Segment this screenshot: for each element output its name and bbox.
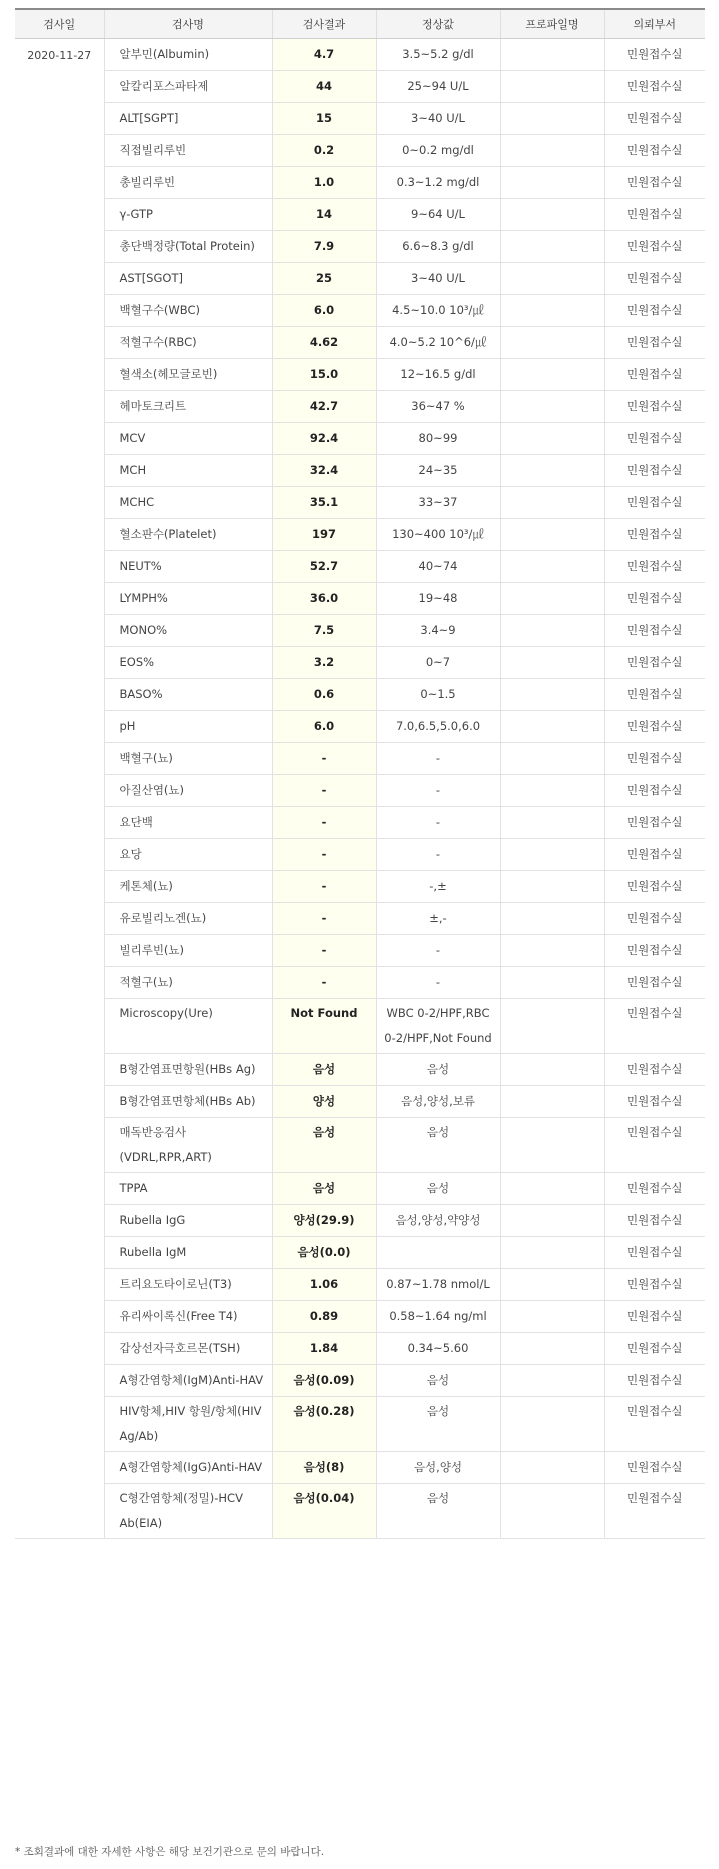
dept-cell: 민원접수실 bbox=[604, 327, 705, 359]
table-row bbox=[15, 1484, 705, 1539]
normal-cell: 0.34~5.60 bbox=[376, 1333, 500, 1365]
table-row bbox=[15, 1365, 705, 1397]
normal-cell: 음성,양성 bbox=[376, 1452, 500, 1484]
dept-cell: 민원접수실 bbox=[604, 871, 705, 903]
profile-cell bbox=[500, 295, 604, 327]
result-cell: - bbox=[272, 903, 376, 935]
name-cell: 알칼리포스파타제 bbox=[104, 71, 272, 103]
result-cell: 0.6 bbox=[272, 679, 376, 711]
name-cell: NEUT% bbox=[104, 551, 272, 583]
dept-cell: 민원접수실 bbox=[604, 1237, 705, 1269]
table-row bbox=[15, 551, 705, 583]
profile-cell bbox=[500, 263, 604, 295]
profile-cell bbox=[500, 615, 604, 647]
dept-cell: 민원접수실 bbox=[604, 1365, 705, 1397]
dept-cell: 민원접수실 bbox=[604, 1301, 705, 1333]
normal-cell: 3.5~5.2 g/dl bbox=[376, 39, 500, 71]
normal-cell: 33~37 bbox=[376, 487, 500, 519]
dept-cell: 민원접수실 bbox=[604, 743, 705, 775]
table-row bbox=[15, 167, 705, 199]
table-row bbox=[15, 71, 705, 103]
table-row bbox=[15, 455, 705, 487]
name-cell: 직접빌리루빈 bbox=[104, 135, 272, 167]
table-row bbox=[15, 519, 705, 551]
result-cell: 0.89 bbox=[272, 1301, 376, 1333]
result-cell: 52.7 bbox=[272, 551, 376, 583]
profile-cell bbox=[500, 1365, 604, 1397]
profile-cell bbox=[500, 167, 604, 199]
name-cell: 총단백정량(Total Protein) bbox=[104, 231, 272, 263]
exam-date-cell: 2020-11-27 bbox=[15, 39, 104, 1539]
dept-cell: 민원접수실 bbox=[604, 1173, 705, 1205]
normal-cell: 4.0~5.2 10^6/㎕ bbox=[376, 327, 500, 359]
header-row bbox=[15, 9, 705, 39]
name-cell: Rubella IgM bbox=[104, 1237, 272, 1269]
name-cell: 알부민(Albumin) bbox=[104, 39, 272, 71]
dept-cell: 민원접수실 bbox=[604, 583, 705, 615]
result-cell: 음성(8) bbox=[272, 1452, 376, 1484]
dept-cell: 민원접수실 bbox=[604, 135, 705, 167]
table-row bbox=[15, 1397, 705, 1452]
table-row bbox=[15, 967, 705, 999]
normal-cell: 음성 bbox=[376, 1397, 500, 1452]
dept-cell: 민원접수실 bbox=[604, 615, 705, 647]
normal-cell: - bbox=[376, 967, 500, 999]
dept-cell: 민원접수실 bbox=[604, 391, 705, 423]
table-row bbox=[15, 103, 705, 135]
header-result: 검사결과 bbox=[272, 9, 376, 39]
normal-cell: 80~99 bbox=[376, 423, 500, 455]
profile-cell bbox=[500, 967, 604, 999]
profile-cell bbox=[500, 551, 604, 583]
normal-cell: 9~64 U/L bbox=[376, 199, 500, 231]
profile-cell bbox=[500, 935, 604, 967]
name-cell: pH bbox=[104, 711, 272, 743]
table-body bbox=[15, 39, 705, 1539]
table-row bbox=[15, 359, 705, 391]
dept-cell: 민원접수실 bbox=[604, 1397, 705, 1452]
name-cell: 아질산염(뇨) bbox=[104, 775, 272, 807]
table-row bbox=[15, 1269, 705, 1301]
result-cell: 35.1 bbox=[272, 487, 376, 519]
result-cell: 25 bbox=[272, 263, 376, 295]
profile-cell bbox=[500, 743, 604, 775]
profile-cell bbox=[500, 199, 604, 231]
normal-cell: - bbox=[376, 743, 500, 775]
profile-cell bbox=[500, 1054, 604, 1086]
table-row bbox=[15, 1086, 705, 1118]
normal-cell: 12~16.5 g/dl bbox=[376, 359, 500, 391]
result-cell: 양성(29.9) bbox=[272, 1205, 376, 1237]
normal-cell: 음성 bbox=[376, 1365, 500, 1397]
profile-cell bbox=[500, 231, 604, 263]
dept-cell: 민원접수실 bbox=[604, 967, 705, 999]
name-cell: 빌리루빈(뇨) bbox=[104, 935, 272, 967]
table-row bbox=[15, 487, 705, 519]
dept-cell: 민원접수실 bbox=[604, 295, 705, 327]
table-row bbox=[15, 263, 705, 295]
table-row bbox=[15, 999, 705, 1054]
table-row bbox=[15, 775, 705, 807]
table-row bbox=[15, 1118, 705, 1173]
result-cell: 1.84 bbox=[272, 1333, 376, 1365]
normal-cell: 130~400 10³/㎕ bbox=[376, 519, 500, 551]
dept-cell: 민원접수실 bbox=[604, 1054, 705, 1086]
profile-cell bbox=[500, 1205, 604, 1237]
header-profile: 프로파일명 bbox=[500, 9, 604, 39]
dept-cell: 민원접수실 bbox=[604, 903, 705, 935]
name-cell: TPPA bbox=[104, 1173, 272, 1205]
name-cell: B형간염표면항원(HBs Ag) bbox=[104, 1054, 272, 1086]
normal-cell: 음성 bbox=[376, 1484, 500, 1539]
table-row bbox=[15, 39, 705, 71]
dept-cell: 민원접수실 bbox=[604, 1452, 705, 1484]
table-row bbox=[15, 583, 705, 615]
result-cell: - bbox=[272, 807, 376, 839]
result-cell: 92.4 bbox=[272, 423, 376, 455]
profile-cell bbox=[500, 871, 604, 903]
normal-cell: 19~48 bbox=[376, 583, 500, 615]
name-cell: MCHC bbox=[104, 487, 272, 519]
name-cell: EOS% bbox=[104, 647, 272, 679]
header-normal: 정상값 bbox=[376, 9, 500, 39]
normal-cell: 6.6~8.3 g/dl bbox=[376, 231, 500, 263]
normal-cell: 40~74 bbox=[376, 551, 500, 583]
table-row bbox=[15, 327, 705, 359]
result-cell: 15 bbox=[272, 103, 376, 135]
dept-cell: 민원접수실 bbox=[604, 423, 705, 455]
dept-cell: 민원접수실 bbox=[604, 359, 705, 391]
dept-cell: 민원접수실 bbox=[604, 487, 705, 519]
profile-cell bbox=[500, 1237, 604, 1269]
name-cell: 유리싸이록신(Free T4) bbox=[104, 1301, 272, 1333]
name-cell: MONO% bbox=[104, 615, 272, 647]
profile-cell bbox=[500, 1484, 604, 1539]
name-cell: BASO% bbox=[104, 679, 272, 711]
table-row bbox=[15, 231, 705, 263]
dept-cell: 민원접수실 bbox=[604, 167, 705, 199]
profile-cell bbox=[500, 711, 604, 743]
footnote: * 조회결과에 대한 자세한 사항은 해당 보건기관으로 문의 바랍니다. bbox=[15, 1846, 325, 1858]
profile-cell bbox=[500, 327, 604, 359]
profile-cell bbox=[500, 1333, 604, 1365]
profile-cell bbox=[500, 455, 604, 487]
table-row bbox=[15, 903, 705, 935]
profile-cell bbox=[500, 359, 604, 391]
table-row bbox=[15, 1301, 705, 1333]
profile-cell bbox=[500, 1269, 604, 1301]
name-cell: 총빌리루빈 bbox=[104, 167, 272, 199]
result-cell: - bbox=[272, 967, 376, 999]
profile-cell bbox=[500, 903, 604, 935]
result-cell: 음성 bbox=[272, 1054, 376, 1086]
result-cell: 6.0 bbox=[272, 711, 376, 743]
table-row bbox=[15, 615, 705, 647]
dept-cell: 민원접수실 bbox=[604, 1484, 705, 1539]
normal-cell: - bbox=[376, 807, 500, 839]
dept-cell: 민원접수실 bbox=[604, 1118, 705, 1173]
normal-cell: 음성 bbox=[376, 1173, 500, 1205]
dept-cell: 민원접수실 bbox=[604, 1333, 705, 1365]
name-cell: B형간염표면항체(HBs Ab) bbox=[104, 1086, 272, 1118]
normal-cell: 음성 bbox=[376, 1118, 500, 1173]
result-cell: 음성(0.04) bbox=[272, 1484, 376, 1539]
results-table bbox=[15, 8, 705, 1539]
table-row bbox=[15, 839, 705, 871]
result-cell: 44 bbox=[272, 71, 376, 103]
profile-cell bbox=[500, 999, 604, 1054]
profile-cell bbox=[500, 519, 604, 551]
name-cell: LYMPH% bbox=[104, 583, 272, 615]
profile-cell bbox=[500, 71, 604, 103]
name-cell: 적혈구(뇨) bbox=[104, 967, 272, 999]
table-row bbox=[15, 647, 705, 679]
result-cell: 42.7 bbox=[272, 391, 376, 423]
result-cell: 0.2 bbox=[272, 135, 376, 167]
table-row bbox=[15, 199, 705, 231]
name-cell: 요당 bbox=[104, 839, 272, 871]
normal-cell: 3~40 U/L bbox=[376, 263, 500, 295]
profile-cell bbox=[500, 839, 604, 871]
result-cell: 음성 bbox=[272, 1118, 376, 1173]
profile-cell bbox=[500, 1397, 604, 1452]
name-cell: A형간염항체(IgG)Anti-HAV bbox=[104, 1452, 272, 1484]
profile-cell bbox=[500, 103, 604, 135]
name-cell: 요단백 bbox=[104, 807, 272, 839]
header-name: 검사명 bbox=[104, 9, 272, 39]
name-cell: Microscopy(Ure) bbox=[104, 999, 272, 1054]
dept-cell: 민원접수실 bbox=[604, 999, 705, 1054]
name-cell: A형간염항체(IgM)Anti-HAV bbox=[104, 1365, 272, 1397]
result-cell: 1.06 bbox=[272, 1269, 376, 1301]
name-cell: 헤마토크리트 bbox=[104, 391, 272, 423]
profile-cell bbox=[500, 1452, 604, 1484]
table-row bbox=[15, 1173, 705, 1205]
profile-cell bbox=[500, 775, 604, 807]
result-cell: 7.5 bbox=[272, 615, 376, 647]
dept-cell: 민원접수실 bbox=[604, 551, 705, 583]
table-row bbox=[15, 807, 705, 839]
dept-cell: 민원접수실 bbox=[604, 935, 705, 967]
normal-cell: 0~7 bbox=[376, 647, 500, 679]
name-cell: 매독반응검사(VDRL,RPR,ART) bbox=[104, 1118, 272, 1173]
result-cell: - bbox=[272, 871, 376, 903]
normal-cell: 음성,양성,보류 bbox=[376, 1086, 500, 1118]
dept-cell: 민원접수실 bbox=[604, 263, 705, 295]
name-cell: 갑상선자극호르몬(TSH) bbox=[104, 1333, 272, 1365]
table-row bbox=[15, 1333, 705, 1365]
result-cell: 양성 bbox=[272, 1086, 376, 1118]
name-cell: 백혈구수(WBC) bbox=[104, 295, 272, 327]
normal-cell: 0.58~1.64 ng/ml bbox=[376, 1301, 500, 1333]
dept-cell: 민원접수실 bbox=[604, 103, 705, 135]
table-row bbox=[15, 1237, 705, 1269]
result-cell: 197 bbox=[272, 519, 376, 551]
header-date: 검사일 bbox=[15, 9, 104, 39]
normal-cell bbox=[376, 1237, 500, 1269]
result-cell: 15.0 bbox=[272, 359, 376, 391]
table-row bbox=[15, 135, 705, 167]
profile-cell bbox=[500, 807, 604, 839]
name-cell: 트리요도타이로닌(T3) bbox=[104, 1269, 272, 1301]
dept-cell: 민원접수실 bbox=[604, 39, 705, 71]
normal-cell: 0.3~1.2 mg/dl bbox=[376, 167, 500, 199]
result-cell: 14 bbox=[272, 199, 376, 231]
result-cell: 36.0 bbox=[272, 583, 376, 615]
normal-cell: 3.4~9 bbox=[376, 615, 500, 647]
table-header bbox=[15, 9, 705, 39]
name-cell: HIV항체,HIV 항원/항체(HIV Ag/Ab) bbox=[104, 1397, 272, 1452]
profile-cell bbox=[500, 487, 604, 519]
dept-cell: 민원접수실 bbox=[604, 647, 705, 679]
dept-cell: 민원접수실 bbox=[604, 455, 705, 487]
normal-cell: -,± bbox=[376, 871, 500, 903]
table-row bbox=[15, 1205, 705, 1237]
name-cell: C형간염항체(정밀)-HCV Ab(EIA) bbox=[104, 1484, 272, 1539]
dept-cell: 민원접수실 bbox=[604, 231, 705, 263]
name-cell: 케톤체(뇨) bbox=[104, 871, 272, 903]
normal-cell: 0.87~1.78 nmol/L bbox=[376, 1269, 500, 1301]
result-cell: 3.2 bbox=[272, 647, 376, 679]
normal-cell: - bbox=[376, 839, 500, 871]
table-row bbox=[15, 871, 705, 903]
result-cell: - bbox=[272, 839, 376, 871]
profile-cell bbox=[500, 679, 604, 711]
name-cell: MCV bbox=[104, 423, 272, 455]
normal-cell: - bbox=[376, 775, 500, 807]
profile-cell bbox=[500, 39, 604, 71]
profile-cell bbox=[500, 1173, 604, 1205]
result-cell: Not Found bbox=[272, 999, 376, 1054]
table-row bbox=[15, 295, 705, 327]
profile-cell bbox=[500, 647, 604, 679]
profile-cell bbox=[500, 391, 604, 423]
dept-cell: 민원접수실 bbox=[604, 1205, 705, 1237]
normal-cell: 3~40 U/L bbox=[376, 103, 500, 135]
name-cell: 혈색소(헤모글로빈) bbox=[104, 359, 272, 391]
dept-cell: 민원접수실 bbox=[604, 679, 705, 711]
name-cell: 혈소판수(Platelet) bbox=[104, 519, 272, 551]
result-cell: 7.9 bbox=[272, 231, 376, 263]
name-cell: γ-GTP bbox=[104, 199, 272, 231]
normal-cell: ±,- bbox=[376, 903, 500, 935]
normal-cell: - bbox=[376, 935, 500, 967]
dept-cell: 민원접수실 bbox=[604, 711, 705, 743]
table-row bbox=[15, 743, 705, 775]
profile-cell bbox=[500, 1086, 604, 1118]
dept-cell: 민원접수실 bbox=[604, 775, 705, 807]
dept-cell: 민원접수실 bbox=[604, 1086, 705, 1118]
normal-cell: 0~0.2 mg/dl bbox=[376, 135, 500, 167]
result-cell: - bbox=[272, 935, 376, 967]
name-cell: Rubella IgG bbox=[104, 1205, 272, 1237]
normal-cell: 0~1.5 bbox=[376, 679, 500, 711]
profile-cell bbox=[500, 423, 604, 455]
table-row bbox=[15, 1452, 705, 1484]
result-cell: 음성(0.09) bbox=[272, 1365, 376, 1397]
normal-cell: 4.5~10.0 10³/㎕ bbox=[376, 295, 500, 327]
table-row bbox=[15, 391, 705, 423]
profile-cell bbox=[500, 583, 604, 615]
result-cell: 음성 bbox=[272, 1173, 376, 1205]
result-cell: 1.0 bbox=[272, 167, 376, 199]
name-cell: ALT[SGPT] bbox=[104, 103, 272, 135]
dept-cell: 민원접수실 bbox=[604, 519, 705, 551]
table-row bbox=[15, 679, 705, 711]
name-cell: AST[SGOT] bbox=[104, 263, 272, 295]
normal-cell: WBC 0-2/HPF,RBC 0-2/HPF,Not Found bbox=[376, 999, 500, 1054]
table-row bbox=[15, 423, 705, 455]
dept-cell: 민원접수실 bbox=[604, 807, 705, 839]
name-cell: 유로빌리노겐(뇨) bbox=[104, 903, 272, 935]
normal-cell: 7.0,6.5,5.0,6.0 bbox=[376, 711, 500, 743]
result-cell: 음성(0.28) bbox=[272, 1397, 376, 1452]
name-cell: MCH bbox=[104, 455, 272, 487]
result-cell: 6.0 bbox=[272, 295, 376, 327]
result-cell: - bbox=[272, 743, 376, 775]
normal-cell: 36~47 % bbox=[376, 391, 500, 423]
normal-cell: 음성,양성,약양성 bbox=[376, 1205, 500, 1237]
result-cell: 4.62 bbox=[272, 327, 376, 359]
normal-cell: 24~35 bbox=[376, 455, 500, 487]
dept-cell: 민원접수실 bbox=[604, 1269, 705, 1301]
result-cell: - bbox=[272, 775, 376, 807]
normal-cell: 25~94 U/L bbox=[376, 71, 500, 103]
dept-cell: 민원접수실 bbox=[604, 71, 705, 103]
normal-cell: 음성 bbox=[376, 1054, 500, 1086]
result-cell: 32.4 bbox=[272, 455, 376, 487]
dept-cell: 민원접수실 bbox=[604, 199, 705, 231]
header-dept: 의뢰부서 bbox=[604, 9, 705, 39]
profile-cell bbox=[500, 1301, 604, 1333]
table-row bbox=[15, 935, 705, 967]
table-row bbox=[15, 711, 705, 743]
table-row bbox=[15, 1054, 705, 1086]
result-cell: 음성(0.0) bbox=[272, 1237, 376, 1269]
profile-cell bbox=[500, 1118, 604, 1173]
result-cell: 4.7 bbox=[272, 39, 376, 71]
dept-cell: 민원접수실 bbox=[604, 839, 705, 871]
name-cell: 백혈구(뇨) bbox=[104, 743, 272, 775]
profile-cell bbox=[500, 135, 604, 167]
name-cell: 적혈구수(RBC) bbox=[104, 327, 272, 359]
